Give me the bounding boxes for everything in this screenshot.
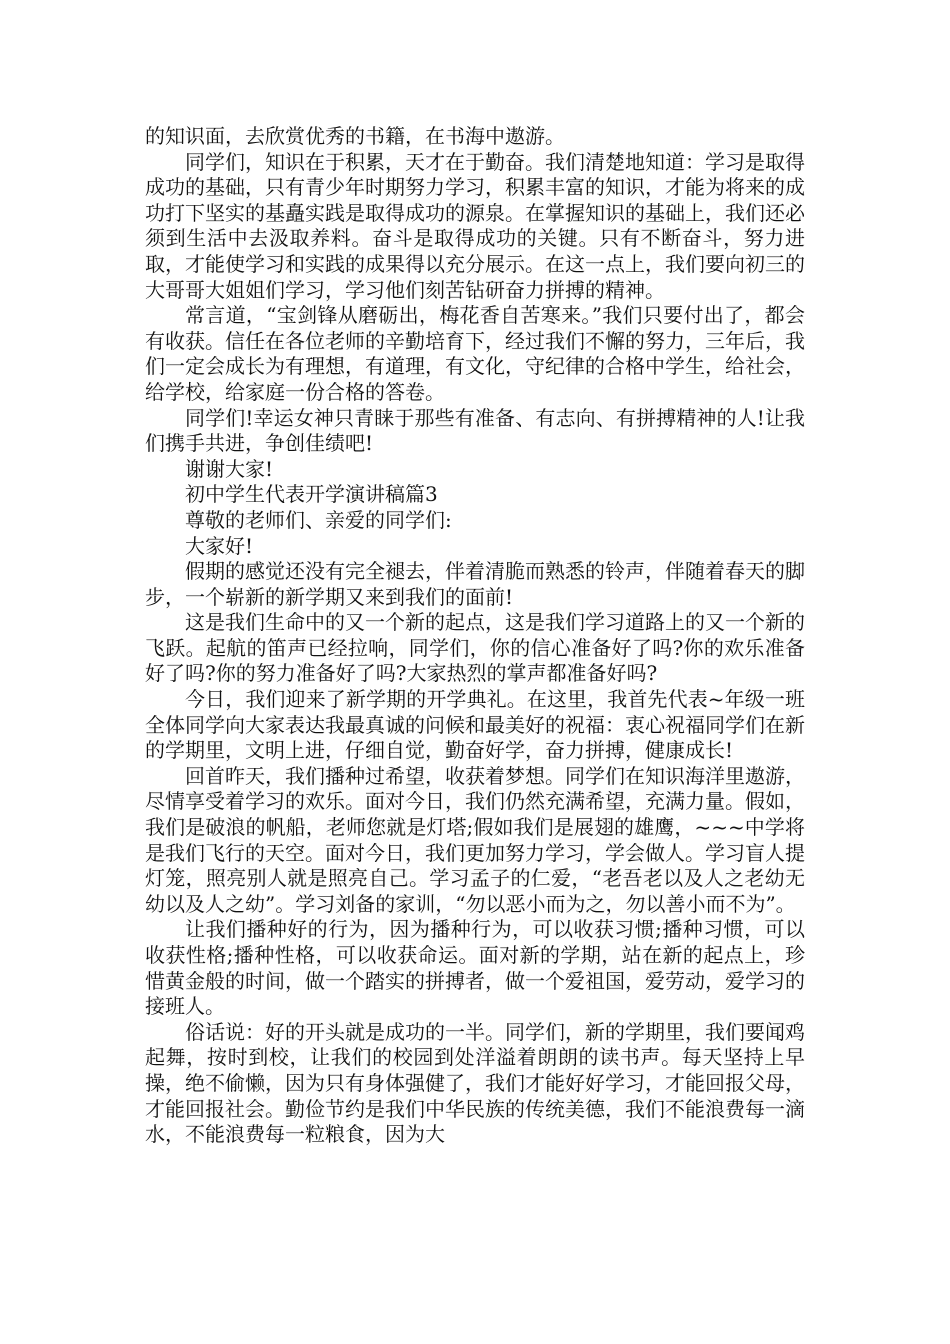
salutation: 尊敬的老师们、亲爱的同学们: (185, 507, 452, 532)
paragraph-9: 这是我们生命中的又一个新的起点，这是我们学习道路上的又一个新的飞跃。起航的笛声已经拉响，同学们，你的信心准备好了吗?你的欢乐准备好了吗?你的努力准备好了吗?大家热烈的掌声都准备好吗? (145, 610, 805, 686)
paragraph-8: 假期的感觉还没有完全褪去，伴着清脆而熟悉的铃声，伴随着春天的脚步，一个崭新的新学期又来到我们的面前! (145, 559, 805, 609)
greeting: 大家好! (185, 533, 254, 558)
paragraph-2: 常言道，“宝剑锋从磨砺出，梅花香自苦寒来。”我们只要付出了，都会有收获。信任在各位老师的辛勤培育下，经过我们不懈的努力，三年后，我们一定会成长为有理想，有道理，有文化，守纪律的合格中学生，给社会，给学校，给家庭一份合格的答卷。 (145, 303, 805, 404)
paragraph-0: 的知识面，去欣赏优秀的书籍，在书海中遨游。 (145, 124, 565, 148)
paragraph-1: 同学们，知识在于积累，天才在于勤奋。我们清楚地知道：学习是取得成功的基础，只有青少年时期努力学习，积累丰富的知识，才能为将来的成功打下坚实的基矗实践是取得成功的源泉。在掌握知识的基础上，我们还必须到生活中去汲取养料。奋斗是取得成功的关键。只有不断奋斗，努力进取，才能使学习和实践的成果得以充分展示。在这一点上，我们要向初三的大哥哥大姐姐们学习，学习他们刻苦钻研奋力拼搏的精神。 (145, 149, 805, 302)
paragraph-13: 俗话说：好的开头就是成功的一半。同学们，新的学期里，我们要闻鸡起舞，按时到校，让我们的校园到处洋溢着朗朗的读书声。每天坚持上早操，绝不偷懒，因为只有身体强健了，我们才能好好学习，才能回报父母，才能回报社会。勤俭节约是我们中华民族的传统美德，我们不能浪费每一滴水，不能浪费每一粒粮食，因为大 (145, 1019, 805, 1147)
section-title: 初中学生代表开学演讲稿篇3 (185, 482, 438, 507)
paragraph-4: 谢谢大家! (185, 456, 274, 481)
document-page (145, 124, 805, 1148)
paragraph-12: 让我们播种好的行为，因为播种行为，可以收获习惯;播种习惯，可以收获性格;播种性格，可以收获命运。面对新的学期，站在新的起点上，珍惜黄金般的时间，做一个踏实的拼搏者，做一个爱祖国，爱劳动，爱学习的接班人。 (145, 917, 805, 1019)
paragraph-10: 今日，我们迎来了新学期的开学典礼。在这里，我首先代表~年级一班全体同学向大家表达我最真诚的问候和最美好的祝福：衷心祝福同学们在新的学期里，文明上进，仔细自觉，勤奋好学，奋力拼搏，健康成长! (145, 687, 805, 763)
paragraph-3: 同学们!幸运女神只青睐于那些有准备、有志向、有拼搏精神的人!让我们携手共进，争创佳绩吧! (145, 405, 805, 456)
paragraph-11: 回首昨天，我们播种过希望，收获着梦想。同学们在知识海洋里遨游，尽情享受着学习的欢乐。面对今日，我们仍然充满希望，充满力量。假如，我们是破浪的帆船，老师您就是灯塔;假如我们是展翅的雄鹰，~~~中学将是我们飞行的天空。面对今日，我们更加努力学习，学会做人。学习盲人提灯笼，照亮别人就是照亮自己。学习孟子的仁爱，“老吾老以及人之老幼无幼以及人之幼”。学习刘备的家训，“勿以恶小而为之，勿以善小而不为”。 (145, 763, 805, 916)
